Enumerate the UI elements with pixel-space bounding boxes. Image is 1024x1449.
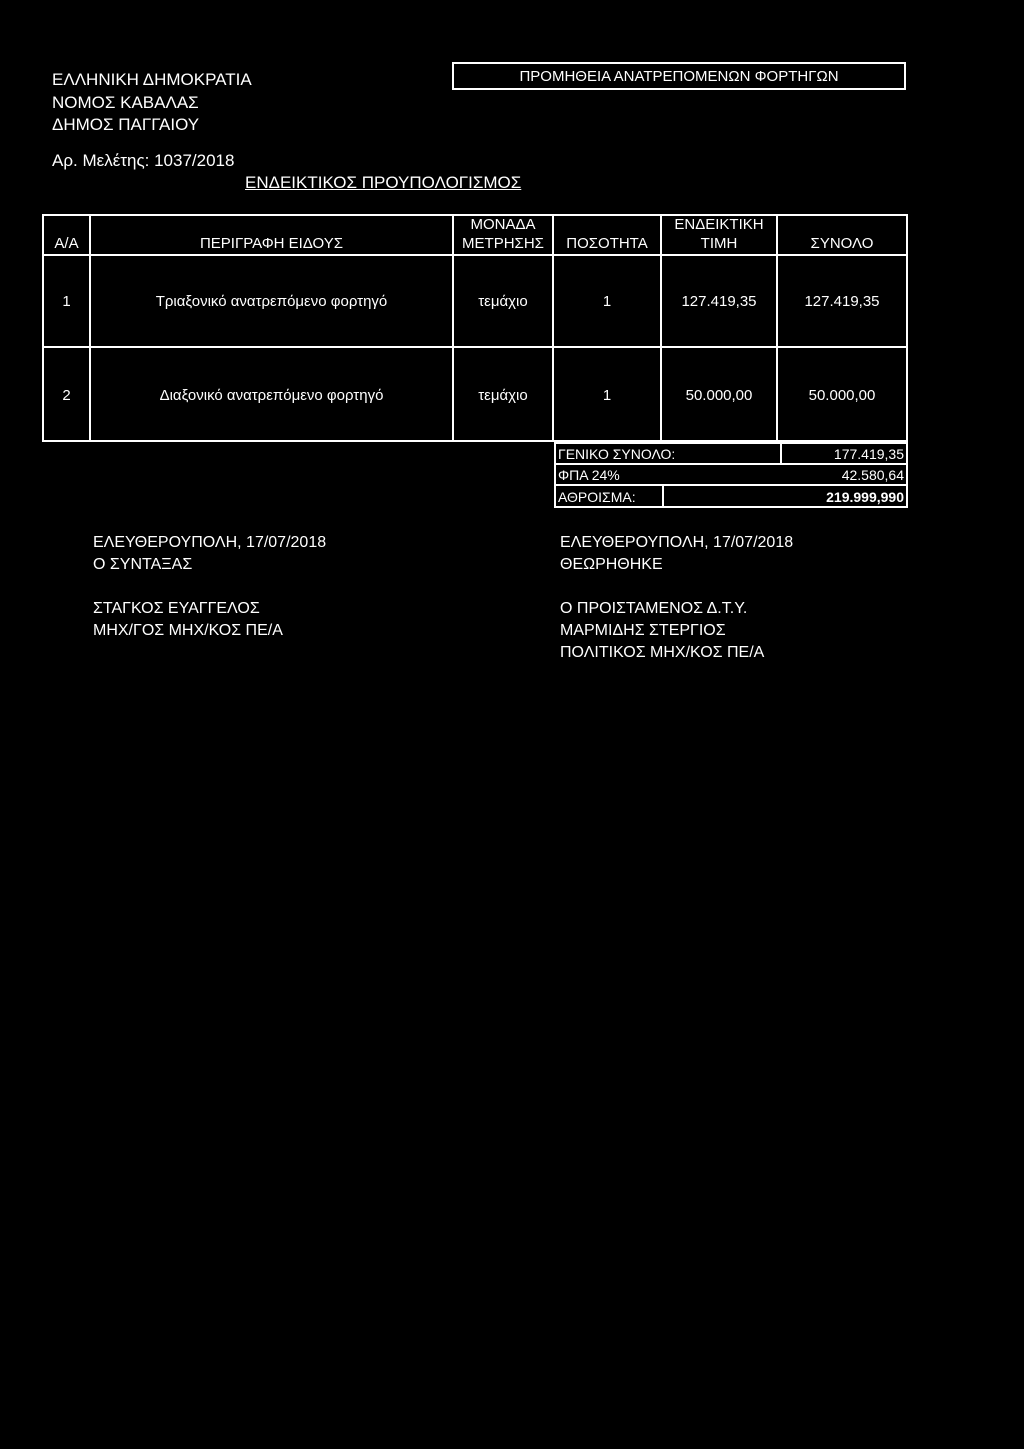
- row-total: 127.419,35: [804, 293, 880, 310]
- col-header-price-line2: ΤΙΜΗ: [700, 235, 738, 252]
- subtotal-value: 177.419,35: [833, 446, 904, 462]
- col-header-total: ΣΥΝΟΛΟ: [810, 235, 874, 252]
- right-title: ΠΟΛΙΤΙΚΟΣ ΜΗΧ/ΚΟΣ ΠΕ/Α: [560, 644, 765, 661]
- municipality-label: ΔΗΜΟΣ ΠΑΓΓΑΙΟΥ: [52, 115, 200, 134]
- row-unit: τεμάχιο: [478, 387, 528, 404]
- left-role: Ο ΣΥΝΤΑΞΑΣ: [93, 556, 193, 573]
- header-authority: [52, 69, 252, 137]
- col-header-unit-line2: ΜΕΤΡΗΣΗΣ: [462, 235, 544, 252]
- row-price: 50.000,00: [685, 387, 753, 404]
- project-title: ΠΡΟΜΗΘΕΙΑ ΑΝΑΤΡΕΠΟΜΕΝΩΝ ΦΟΡΤΗΓΩΝ: [519, 68, 839, 85]
- right-position: Ο ΠΡΟΙΣΤΑΜΕΝΟΣ Δ.Τ.Υ.: [560, 600, 748, 617]
- signature-right: [560, 532, 793, 664]
- left-title: ΜΗΧ/ΓΟΣ ΜΗΧ/ΚΟΣ ΠΕ/Α: [93, 622, 283, 639]
- subtotal-label: ΓΕΝΙΚΟ ΣΥΝΟΛΟ:: [558, 446, 676, 462]
- left-name: ΣΤΑΓΚΟΣ ΕΥΑΓΓΕΛΟΣ: [93, 600, 260, 617]
- col-header-price-line1: ΕΝΔΕΙΚΤΙΚΗ: [674, 216, 764, 233]
- col-header-aa: Α/Α: [54, 235, 79, 252]
- left-place-date: ΕΛΕΥΘΕΡΟΥΠΟΛΗ, 17/07/2018: [93, 534, 327, 551]
- col-header-unit: [454, 215, 552, 253]
- sum-value: 219.999,990: [826, 489, 904, 505]
- right-role: ΘΕΩΡΗΘΗΚΕ: [560, 556, 663, 573]
- row-unit: τεμάχιο: [478, 293, 528, 310]
- totals-block: [554, 442, 908, 508]
- col-header-unit-line1: ΜΟΝΑΔΑ: [470, 216, 536, 233]
- row-aa: 1: [62, 293, 71, 310]
- col-header-description: ΠΕΡΙΓΡΑΦΗ ΕΙΔΟΥΣ: [199, 235, 344, 252]
- document-title: ΕΝΔΕΙΚΤΙΚΟΣ ΠΡΟΥΠΟΛΟΓΙΣΜΟΣ: [245, 173, 522, 192]
- row-description: Διαξονικό ανατρεπόμενο φορτηγό: [159, 387, 384, 404]
- vat-label: ΦΠΑ 24%: [558, 467, 620, 483]
- col-header-price: [662, 215, 776, 253]
- row-quantity: 1: [602, 293, 612, 310]
- right-name: ΜΑΡΜΙΔΗΣ ΣΤΕΡΓΙΟΣ: [560, 622, 726, 639]
- budget-table: [42, 214, 908, 442]
- row-description: Τριαξονικό ανατρεπόμενο φορτηγό: [155, 293, 388, 310]
- right-place-date: ΕΛΕΥΘΕΡΟΥΠΟΛΗ, 17/07/2018: [560, 534, 794, 551]
- country-label: ΕΛΛΗΝΙΚΗ ΔΗΜΟΚΡΑΤΙΑ: [52, 70, 252, 89]
- row-aa: 2: [62, 387, 71, 404]
- sum-label: ΑΘΡΟΙΣΜΑ:: [558, 489, 636, 505]
- signature-left: [93, 532, 326, 642]
- study-number: Αρ. Μελέτης: 1037/2018: [52, 151, 235, 170]
- col-header-quantity: ΠΟΣΟΤΗΤΑ: [566, 235, 648, 252]
- prefecture-label: ΝΟΜΟΣ ΚΑΒΑΛΑΣ: [52, 92, 199, 112]
- row-total: 50.000,00: [808, 387, 876, 404]
- project-title-box: [452, 62, 906, 90]
- vat-value: 42.580,64: [841, 467, 904, 483]
- row-price: 127.419,35: [681, 293, 757, 310]
- row-quantity: 1: [602, 387, 612, 404]
